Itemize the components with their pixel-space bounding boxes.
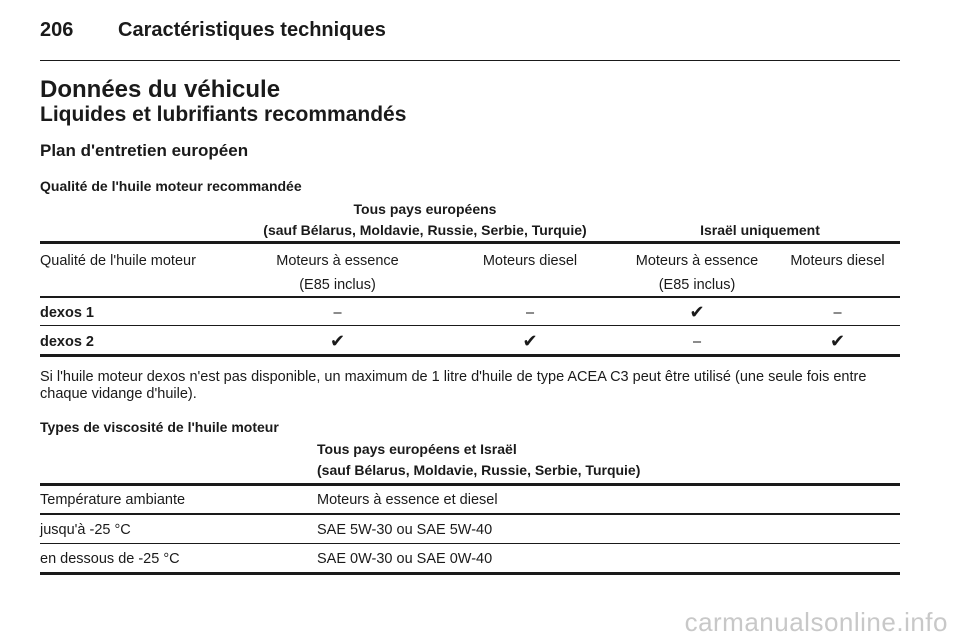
table1-row-rule	[40, 325, 900, 326]
col-header-petrol-israel: Moteurs à essence	[635, 253, 759, 269]
cell-dexos2-petrol-israel: –	[692, 334, 702, 350]
maintenance-plan-heading: Plan d'entretien européen	[40, 141, 249, 160]
chapter-title: Caractéristiques techniques	[118, 19, 386, 41]
table1-bottom-rule	[40, 354, 900, 357]
check-icon: ✔	[689, 302, 705, 322]
row-label-dexos1: dexos 1	[40, 305, 94, 321]
group-header-europe-line2: (sauf Bélarus, Moldavie, Russie, Serbie, Turquie)	[263, 222, 587, 238]
table1-header-rule	[40, 241, 900, 244]
section-heading: Données du véhicule	[40, 76, 281, 103]
table1-colhead-rule	[40, 296, 900, 298]
row-label-dexos2: dexos 2	[40, 334, 94, 350]
col-header-temperature: Température ambiante	[40, 492, 186, 508]
header-divider	[40, 60, 900, 61]
subsection-heading: Liquides et lubrifiants recommandés	[40, 103, 407, 126]
group-header-israel: Israël uniquement	[700, 222, 820, 238]
table-row-temp: en dessous de -25 °C	[40, 551, 180, 567]
col-header-petrol: Moteurs à essence	[276, 253, 399, 269]
table-row-oil: SAE 0W-30 ou SAE 0W-40	[317, 551, 493, 567]
cell-dexos1-diesel-israel: –	[833, 305, 842, 321]
col-header-diesel-israel: Moteurs diesel	[790, 253, 885, 269]
check-icon: ✔	[522, 331, 538, 351]
cell-dexos1-petrol: –	[333, 305, 342, 321]
col-header-petrol-sub: (E85 inclus)	[299, 277, 376, 293]
check-icon: ✔	[829, 331, 846, 351]
col-header-quality: Qualité de l'huile moteur	[40, 253, 196, 269]
group-header-europe-israel-line1: Tous pays européens et Israël	[317, 441, 517, 457]
watermark: carmanualsonline.info	[684, 607, 948, 637]
col-header-petrol-israel-sub: (E85 inclus)	[658, 277, 736, 293]
table2-bottom-rule	[40, 572, 900, 575]
dexos-note: Si l'huile moteur dexos n'est pas disponible, un maximum de 1 litre d'huile de type ACEA C3 peut être utilisé (une seule fois entre chaque vidange d'huile).	[40, 369, 867, 402]
group-header-europe-israel-line2: (sauf Bélarus, Moldavie, Russie, Serbie, Turquie)	[317, 462, 641, 478]
viscosity-heading: Types de viscosité de l'huile moteur	[40, 419, 279, 435]
table2-row-rule	[40, 543, 900, 544]
page-number: 206	[40, 19, 74, 41]
oil-quality-heading: Qualité de l'huile moteur recommandée	[40, 178, 302, 194]
cell-dexos1-diesel: –	[525, 305, 535, 321]
table-row-temp: jusqu'à -25 °C	[40, 522, 131, 538]
table2-header-rule	[40, 483, 900, 486]
col-header-diesel: Moteurs diesel	[482, 253, 578, 269]
table2-colhead-rule	[40, 513, 900, 515]
group-header-europe-line1: Tous pays européens	[353, 201, 497, 217]
col-header-engines: Moteurs à essence et diesel	[317, 492, 498, 508]
check-icon: ✔	[329, 331, 346, 351]
table-row-oil: SAE 5W-30 ou SAE 5W-40	[317, 522, 493, 538]
